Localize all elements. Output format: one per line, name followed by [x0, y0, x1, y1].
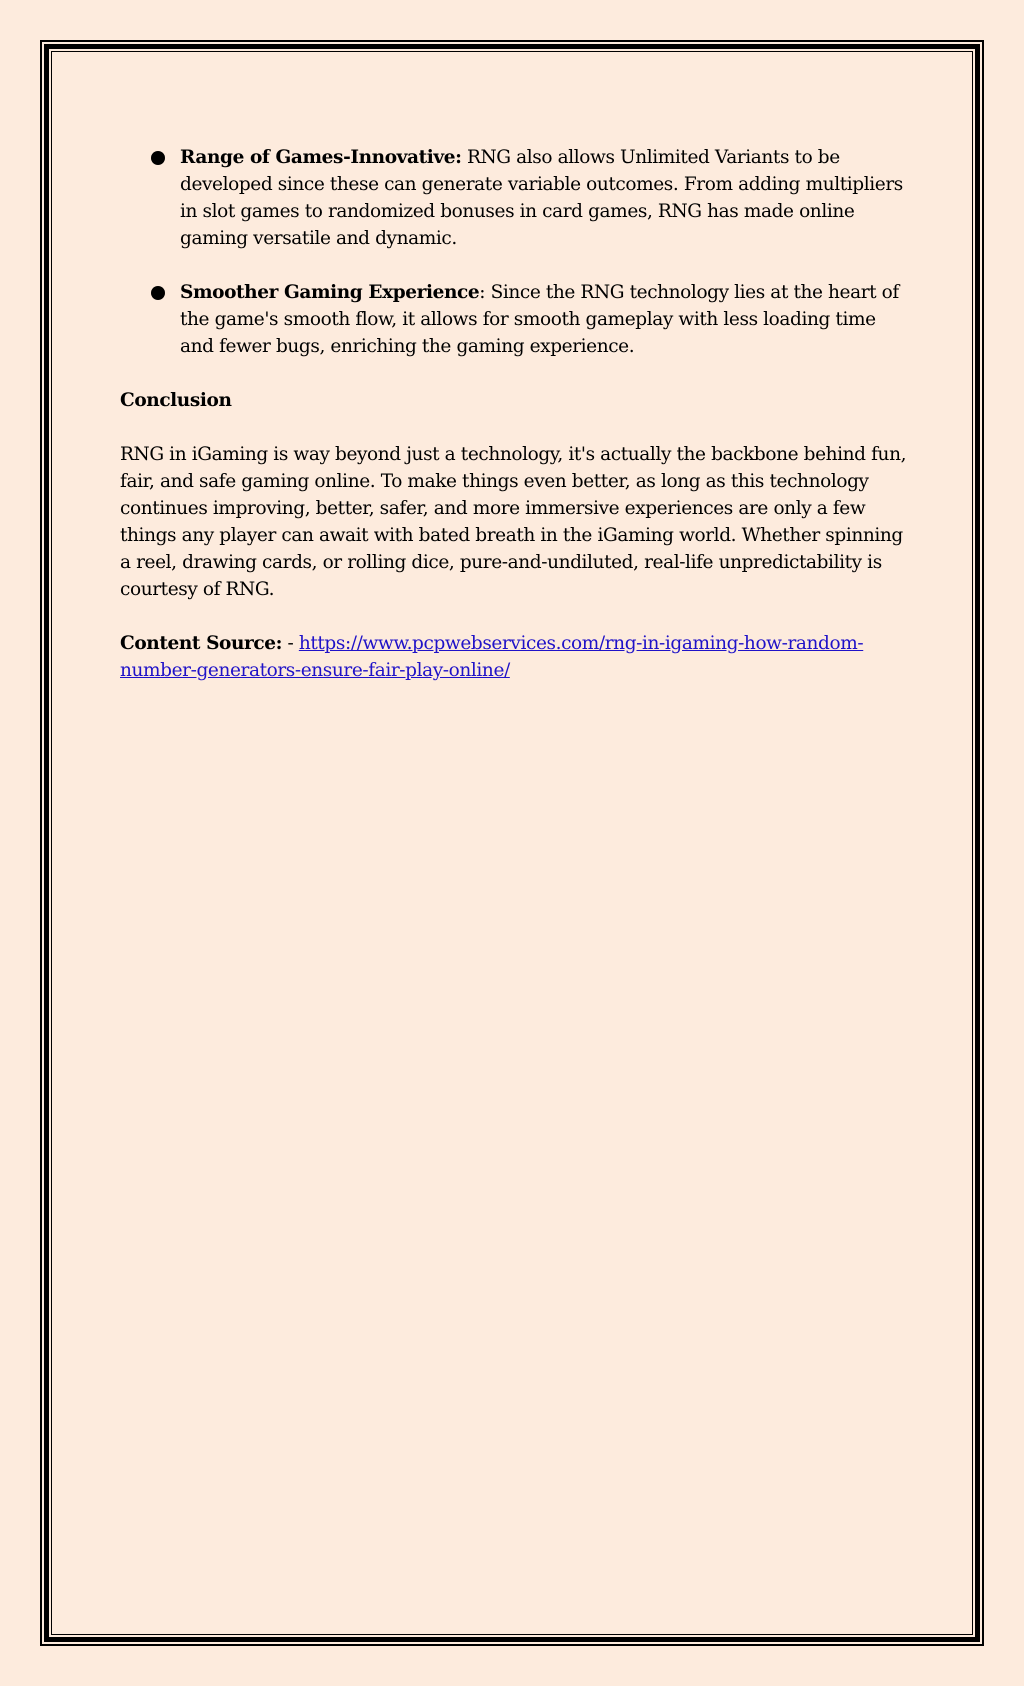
document-body — [120, 144, 910, 711]
bullet-title: Smoother Gaming Experience — [180, 282, 480, 303]
benefits-list — [120, 144, 910, 360]
list-item — [120, 279, 910, 360]
bullet-text: : Since the RNG technology lies at the heart of the game's smooth flow, it allows for smooth gameplay with less loading time and fewer bugs, enriching the gaming experience. — [180, 282, 899, 357]
content-source-label: Content Source: — [120, 633, 283, 654]
bullet-icon — [151, 286, 165, 300]
conclusion-heading: Conclusion — [120, 390, 232, 411]
bullet-icon — [151, 151, 165, 165]
conclusion-paragraph: RNG in iGaming is way beyond just a technology, it's actually the backbone behind fun, fair, and safe gaming online. To make things even better, as long as this technology continues improving, better, safer, and more immersive experiences are only a few things any player can await with bated breath in the iGaming world. Whether spinning a reel, drawing cards, or rolling dice, pure-and-undiluted, real-life unpredictability is courtesy of RNG. — [120, 444, 907, 600]
content-source — [120, 630, 910, 684]
content-source-separator: - — [282, 633, 299, 654]
bullet-title: Range of Games-Innovative: — [180, 147, 462, 168]
content-source-link[interactable]: https://www.pcpwebservices.com/rng-in-igaming-how-random-number-generators-ensure-fair-play-online/ — [120, 633, 864, 681]
bullet-text: RNG also allows Unlimited Variants to be developed since these can generate variable outcomes. From adding multipliers in slot games to randomized bonuses in card games, RNG has made online gaming versatile and dynamic. — [180, 147, 903, 249]
list-item — [120, 144, 910, 252]
